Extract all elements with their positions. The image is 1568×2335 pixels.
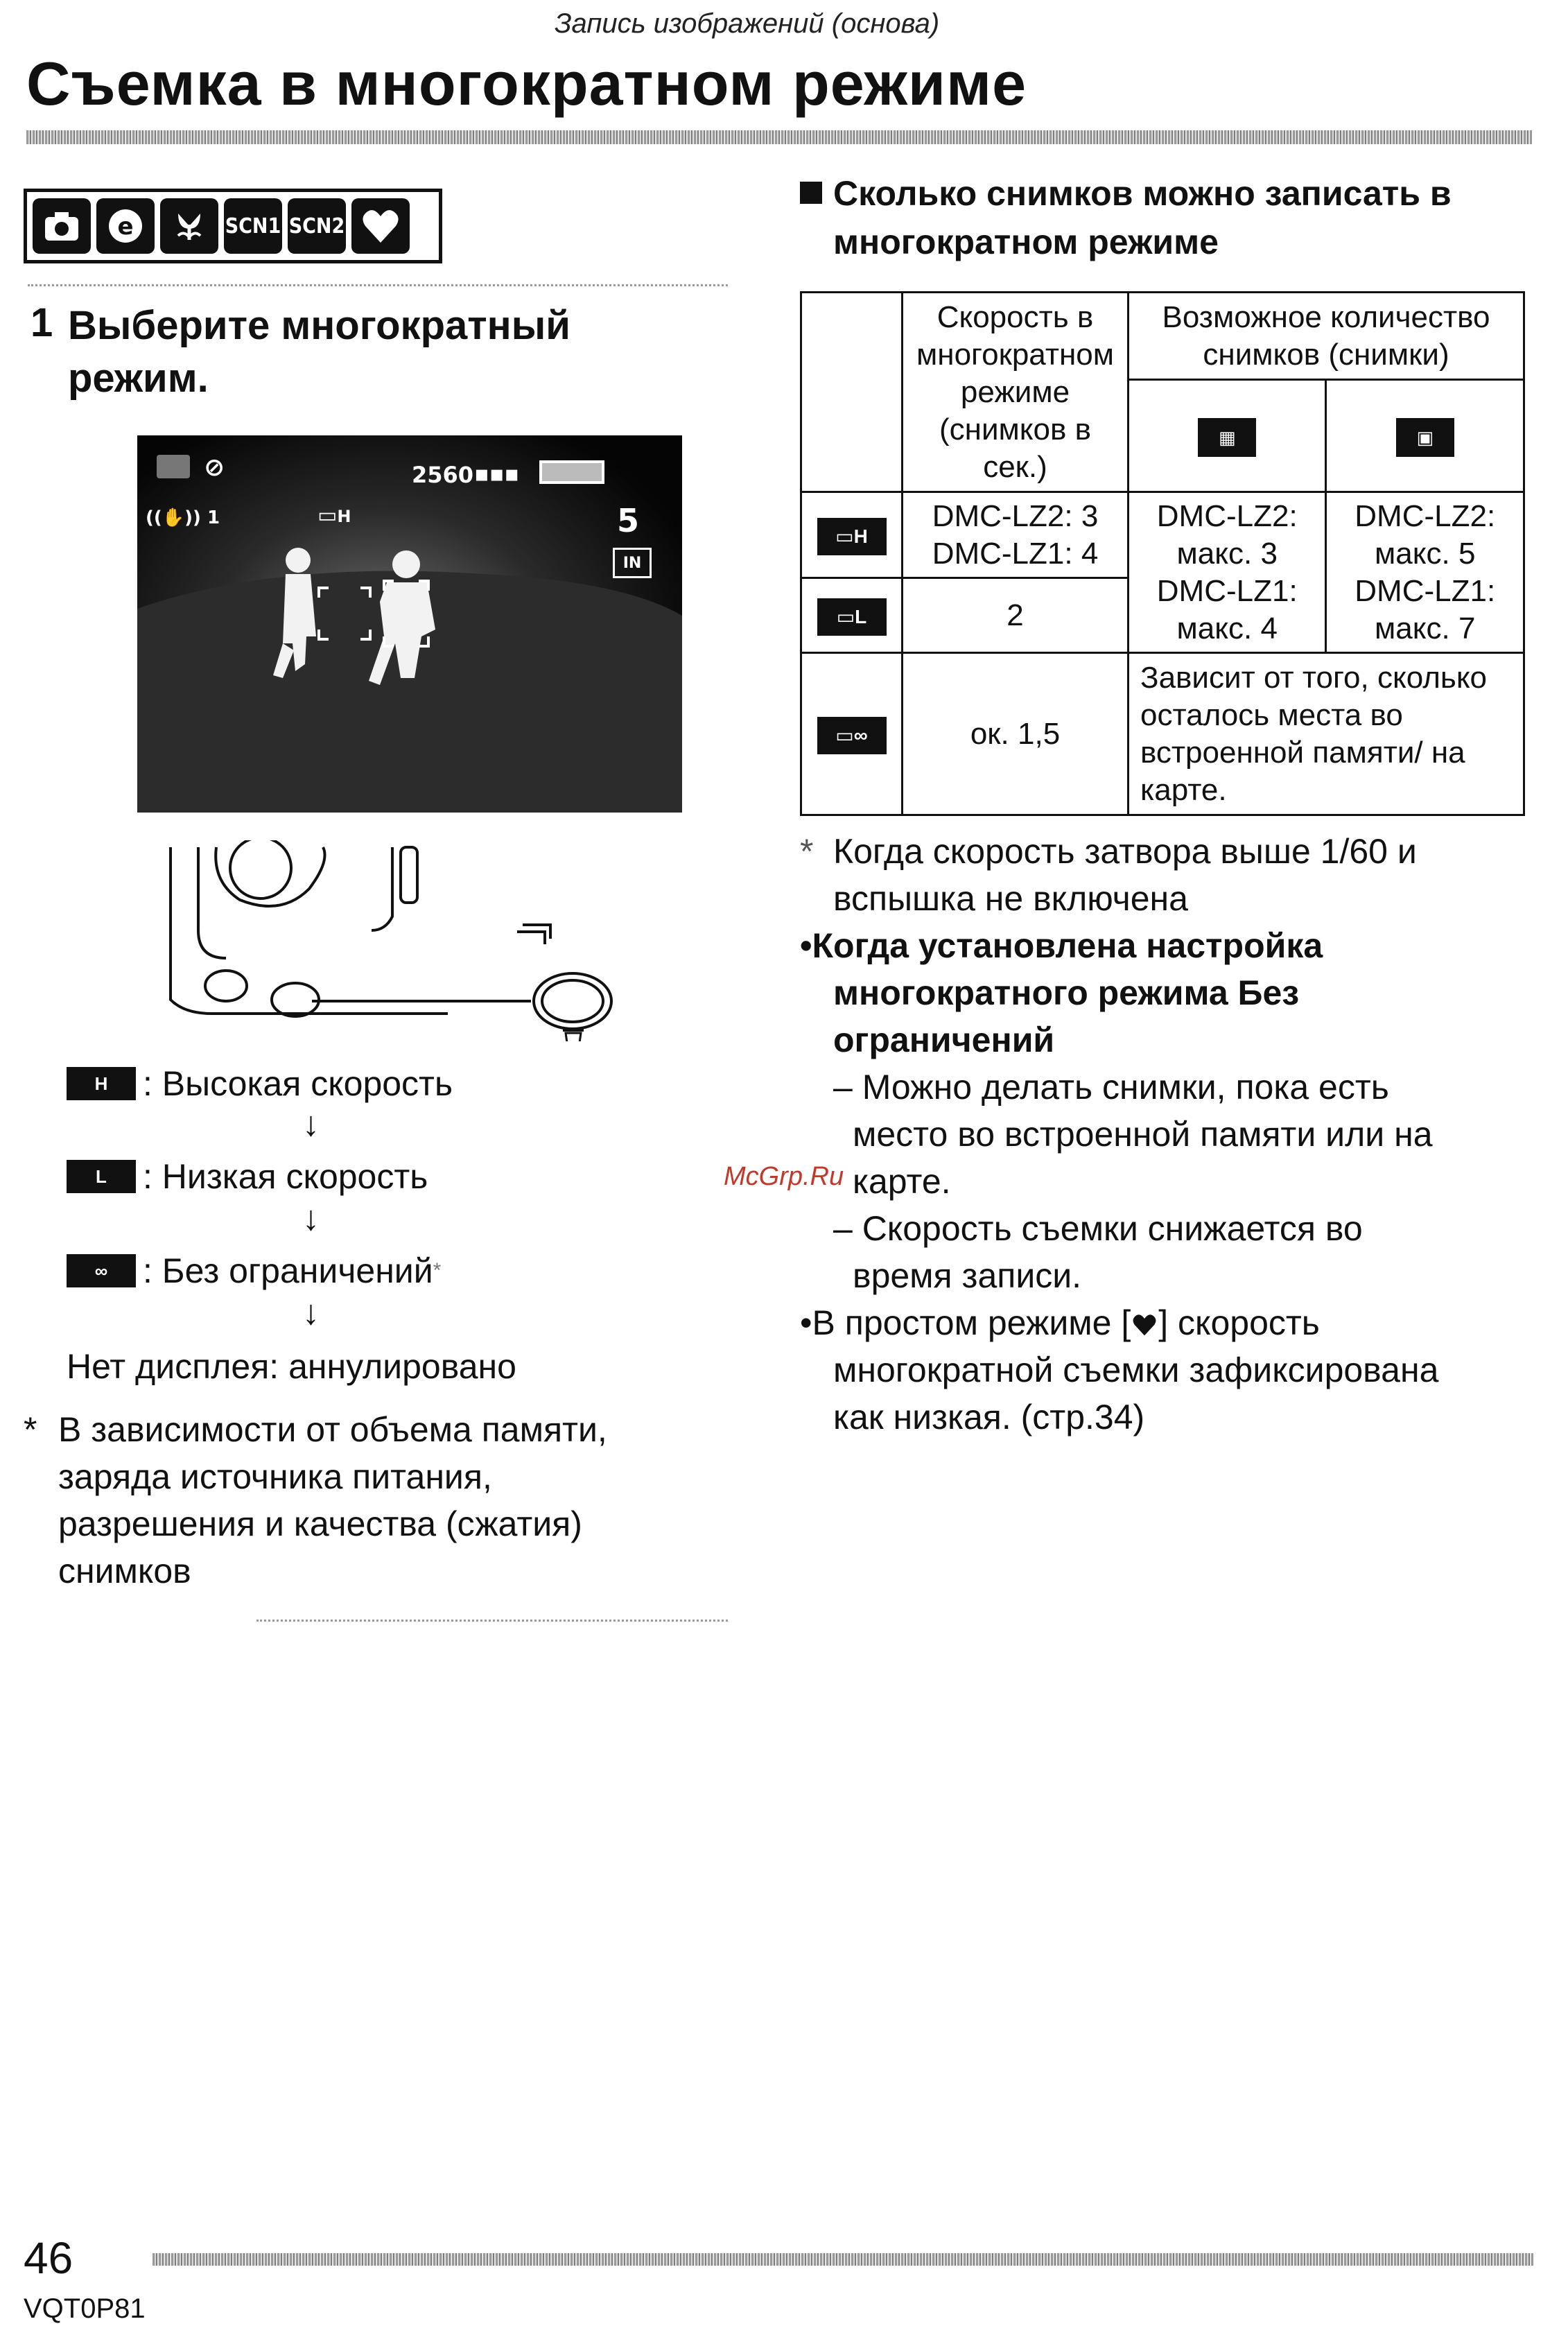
burst-osd-icon: ▭H bbox=[317, 503, 351, 528]
remaining-count: 5 bbox=[617, 502, 640, 539]
camera-mode-icon bbox=[33, 198, 91, 254]
asterisk-mark: * bbox=[24, 1410, 37, 1449]
burst-list-item bbox=[67, 1251, 441, 1291]
scene2-label: SCN2 bbox=[288, 214, 345, 238]
shutter-footnote-text: Когда скорость затвора выше 1/60 и вспышка не включена bbox=[833, 832, 1417, 918]
asterisk-mark: * bbox=[800, 832, 814, 871]
divider bbox=[256, 1620, 728, 1622]
battery-icon bbox=[539, 460, 604, 484]
economy-mode-icon bbox=[96, 198, 155, 254]
row-icon-cell bbox=[801, 653, 903, 815]
row-icon-cell bbox=[801, 578, 903, 653]
section-label: Запись изображений (основа) bbox=[555, 8, 940, 39]
dash-item-line: время записи. bbox=[853, 1256, 1082, 1295]
heading-line-2: многократном режиме bbox=[833, 223, 1219, 261]
memory-label: IN bbox=[622, 554, 642, 572]
burst-high-icon bbox=[67, 1067, 136, 1100]
divider bbox=[28, 284, 728, 286]
square-bullet-icon bbox=[800, 182, 822, 204]
scene1-label: SCN1 bbox=[225, 214, 281, 238]
burst-icon-letter: ∞ bbox=[853, 724, 868, 746]
dash-item-line: – Скорость съемки снижается во bbox=[833, 1209, 1363, 1248]
colon: : bbox=[143, 1157, 162, 1196]
speed-header: Скорость в многократном режиме (снимков в сек.) bbox=[903, 293, 1129, 492]
night-scene bbox=[137, 435, 682, 813]
standard-count-cell: DMC-LZ2: макс. 5 DMC-LZ1: макс. 7 bbox=[1326, 492, 1524, 653]
bullet-heading-text: Когда установлена настройка bbox=[812, 926, 1323, 965]
internal-memory-icon bbox=[613, 548, 652, 578]
footer-rule bbox=[153, 2253, 1533, 2266]
burst-unlimited-icon: ▭∞ bbox=[817, 717, 887, 754]
burst-high-icon: ▭H bbox=[817, 518, 887, 555]
burst-icon-letter: L bbox=[855, 606, 867, 627]
right-notes bbox=[800, 828, 1535, 1441]
bullet-line: •В простом режиме [ ] скорость bbox=[800, 1303, 1320, 1342]
heart-icon bbox=[1131, 1312, 1158, 1337]
arrow-down-icon: ↓ bbox=[302, 1104, 320, 1143]
step-number: 1 bbox=[31, 300, 53, 345]
arrow-down-icon: ↓ bbox=[302, 1199, 320, 1238]
section-heading bbox=[800, 169, 1521, 266]
unlimited-count-cell: Зависит от того, сколько осталось места во встроенной памяти/ на карте. bbox=[1129, 653, 1524, 815]
burst-count-table bbox=[800, 291, 1525, 816]
row-icon-cell bbox=[801, 492, 903, 578]
burst-list-item bbox=[67, 1064, 453, 1104]
bullet-heading-line: многократного режима Без bbox=[833, 973, 1300, 1012]
burst-low-icon: ▭L bbox=[817, 598, 887, 636]
scene2-mode-icon bbox=[288, 198, 346, 254]
flash-off-icon: ⊘ bbox=[204, 453, 225, 482]
burst-icon-letter: L bbox=[96, 1165, 107, 1187]
colon: : bbox=[143, 1064, 162, 1103]
burst-label: Низкая скорость bbox=[162, 1157, 428, 1196]
page-title: Съемка в многократном режиме bbox=[26, 49, 1027, 118]
burst-low-icon bbox=[67, 1160, 136, 1193]
speed-cell: 2 bbox=[903, 578, 1129, 653]
simple-mode-heart-icon bbox=[351, 198, 410, 254]
mode-osd-icon bbox=[157, 455, 190, 478]
burst-unlimited-icon bbox=[67, 1254, 136, 1287]
step-text: Выберите многократный режим. bbox=[68, 303, 570, 401]
burst-icon-letter: H bbox=[853, 526, 868, 547]
footnote-mark: * bbox=[433, 1259, 442, 1282]
dash-item-line: место во встроенной памяти или на bbox=[853, 1115, 1433, 1154]
bullet-line: многократной съемки зафиксирована bbox=[833, 1351, 1439, 1389]
bullet-heading-line: •Когда установлена настройка bbox=[800, 926, 1323, 965]
watermark: McGrp.Ru bbox=[724, 1162, 844, 1191]
speed-cell: ок. 1,5 bbox=[903, 653, 1129, 815]
fine-count-cell: DMC-LZ2: макс. 3 DMC-LZ1: макс. 4 bbox=[1129, 492, 1326, 653]
quality-fine-icon: ▦ bbox=[1198, 418, 1256, 457]
speed-cell: DMC-LZ2: 3 DMC-LZ1: 4 bbox=[903, 492, 1129, 578]
scene1-mode-icon bbox=[224, 198, 282, 254]
bullet-heading-line: ограничений bbox=[833, 1021, 1055, 1059]
quality-icon: ▪▪▪ bbox=[474, 460, 520, 487]
left-footnote bbox=[24, 1406, 689, 1595]
fine-quality-header bbox=[1129, 380, 1326, 492]
burst-icon-letter: ∞ bbox=[94, 1260, 108, 1281]
count-header: Возможное количество снимков (снимки) bbox=[1129, 293, 1524, 380]
dash-item-line: – Можно делать снимки, пока есть bbox=[833, 1068, 1389, 1106]
burst-label: Без ограничений bbox=[162, 1251, 433, 1290]
colon: : bbox=[143, 1251, 162, 1290]
bullet-text: В простом режиме [ bbox=[812, 1303, 1131, 1342]
left-footnote-text: В зависимости от объема памяти, заряда источника питания, разрешения и качества (сжатия) снимков bbox=[58, 1410, 607, 1590]
burst-osd-value: H bbox=[337, 507, 351, 526]
table-corner bbox=[801, 293, 903, 492]
burst-list-item bbox=[67, 1156, 428, 1197]
mode-icons-box bbox=[24, 189, 442, 263]
arrow-down-icon: ↓ bbox=[302, 1293, 320, 1332]
burst-icon-letter: H bbox=[94, 1073, 108, 1094]
standard-quality-header bbox=[1326, 380, 1524, 492]
svg-text:e: e bbox=[117, 213, 134, 241]
title-rule bbox=[26, 130, 1532, 144]
camera-button-drawing bbox=[157, 840, 642, 1041]
no-display-label: Нет дисплея: аннулировано bbox=[67, 1347, 516, 1386]
lcd-screen-photo bbox=[137, 435, 682, 813]
burst-label: Высокая скорость bbox=[162, 1064, 453, 1103]
bullet-text: ] скорость bbox=[1158, 1303, 1320, 1342]
document-code: VQT0P81 bbox=[24, 2293, 146, 2324]
shutter-footnote bbox=[800, 828, 1535, 922]
quality-standard-icon: ▣ bbox=[1396, 418, 1454, 457]
dash-item-line: карте. bbox=[853, 1162, 951, 1201]
heading-line-1: Сколько снимков можно записать в bbox=[833, 174, 1452, 213]
stabilizer-osd: ((✋)) 1 bbox=[146, 507, 220, 528]
macro-mode-icon bbox=[160, 198, 218, 254]
page-number: 46 bbox=[24, 2233, 73, 2283]
bullet-line: как низкая. (стр.34) bbox=[833, 1398, 1145, 1436]
resolution-value: 2560 bbox=[412, 462, 474, 488]
